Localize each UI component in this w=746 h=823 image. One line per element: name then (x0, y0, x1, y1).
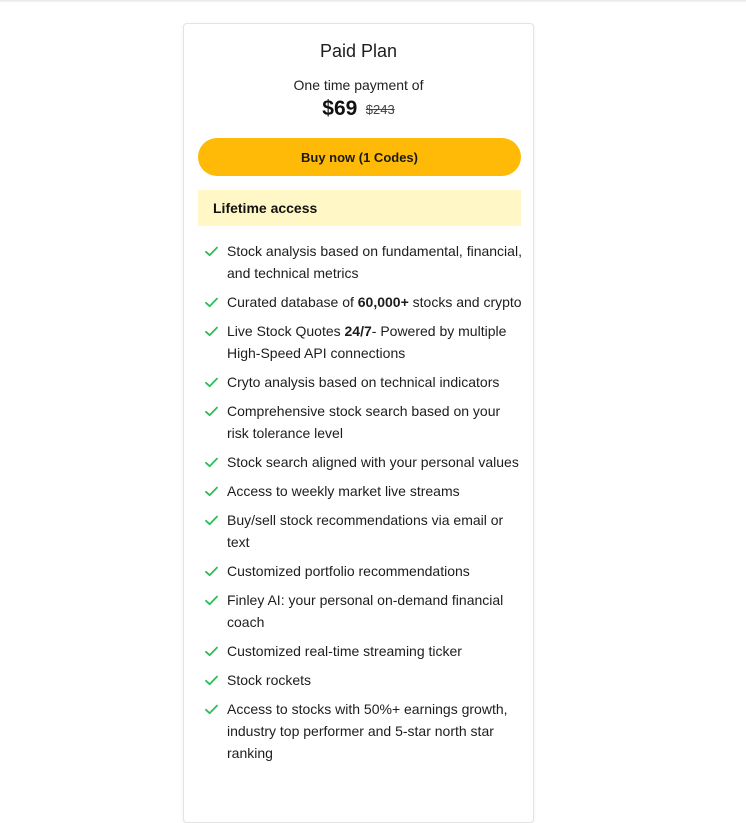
checkmark-icon (205, 675, 218, 686)
feature-text-part: Finley AI: your personal on-demand financial coach (227, 592, 504, 630)
feature-list (204, 240, 524, 771)
checkmark-icon (205, 377, 218, 388)
feature-text-part: Stock rockets (227, 672, 312, 688)
feature-text (227, 294, 522, 310)
feature-text-part: Access to weekly market live streams (227, 483, 460, 499)
feature-text-part: Customized portfolio recommendations (227, 563, 470, 579)
feature-item (204, 560, 524, 582)
feature-text (227, 374, 499, 390)
checkmark-icon (205, 595, 218, 606)
feature-text-part: Comprehensive stock search based on your risk tolerance level (227, 403, 501, 441)
feature-text (227, 563, 470, 579)
feature-item (204, 669, 524, 691)
feature-text-part: Stock search aligned with your personal values (227, 454, 519, 470)
lifetime-access-banner: Lifetime access (198, 190, 521, 226)
feature-text (227, 592, 503, 630)
feature-text-part: Customized real-time streaming ticker (227, 643, 462, 659)
feature-text (227, 403, 500, 441)
feature-highlight: 60,000+ (357, 294, 409, 310)
feature-text (227, 323, 506, 361)
feature-item (204, 509, 524, 553)
feature-item (204, 451, 524, 473)
payment-caption: One time payment of (293, 77, 424, 93)
feature-item (204, 240, 524, 284)
feature-item (204, 640, 524, 662)
feature-text (227, 701, 508, 761)
current-price: $69 (322, 97, 358, 120)
pricing-card (183, 23, 534, 823)
checkmark-icon (205, 406, 218, 417)
feature-text-part: - Powered by multiple High-Speed API connections (227, 323, 507, 361)
checkmark-icon (205, 297, 218, 308)
top-divider (0, 0, 746, 3)
checkmark-icon (205, 326, 218, 337)
feature-text-part: Curated database of (227, 294, 358, 310)
feature-item (204, 320, 524, 364)
checkmark-icon (205, 457, 218, 468)
original-price: $243 (365, 101, 395, 117)
feature-text (227, 483, 460, 499)
feature-text (227, 643, 462, 659)
feature-text-part: stocks and crypto (408, 294, 522, 310)
feature-item (204, 589, 524, 633)
feature-text-part: Access to stocks with 50%+ earnings growth, industry top performer and 5-star north star ranking (227, 701, 508, 761)
buy-now-button[interactable]: Buy now (1 Codes) (198, 138, 521, 176)
feature-text-part: Buy/sell stock recommendations via email or text (227, 512, 504, 550)
feature-text (227, 512, 503, 550)
checkmark-icon (205, 646, 218, 657)
feature-item (204, 291, 524, 313)
price-row (184, 97, 533, 121)
feature-item (204, 400, 524, 444)
feature-text-part: Stock analysis based on fundamental, financial, and technical metrics (227, 243, 522, 281)
checkmark-icon (205, 515, 218, 526)
feature-text (227, 454, 519, 470)
feature-text-part: Live Stock Quotes (227, 323, 345, 339)
feature-item (204, 371, 524, 393)
feature-item (204, 480, 524, 502)
checkmark-icon (205, 566, 218, 577)
feature-item (204, 698, 524, 764)
checkmark-icon (205, 704, 218, 715)
feature-highlight: 24/7 (344, 323, 372, 339)
checkmark-icon (205, 246, 218, 257)
plan-title: Paid Plan (319, 41, 398, 61)
feature-text (227, 243, 522, 281)
checkmark-icon (205, 486, 218, 497)
feature-text-part: Cryto analysis based on technical indicators (227, 374, 500, 390)
feature-text (227, 672, 311, 688)
